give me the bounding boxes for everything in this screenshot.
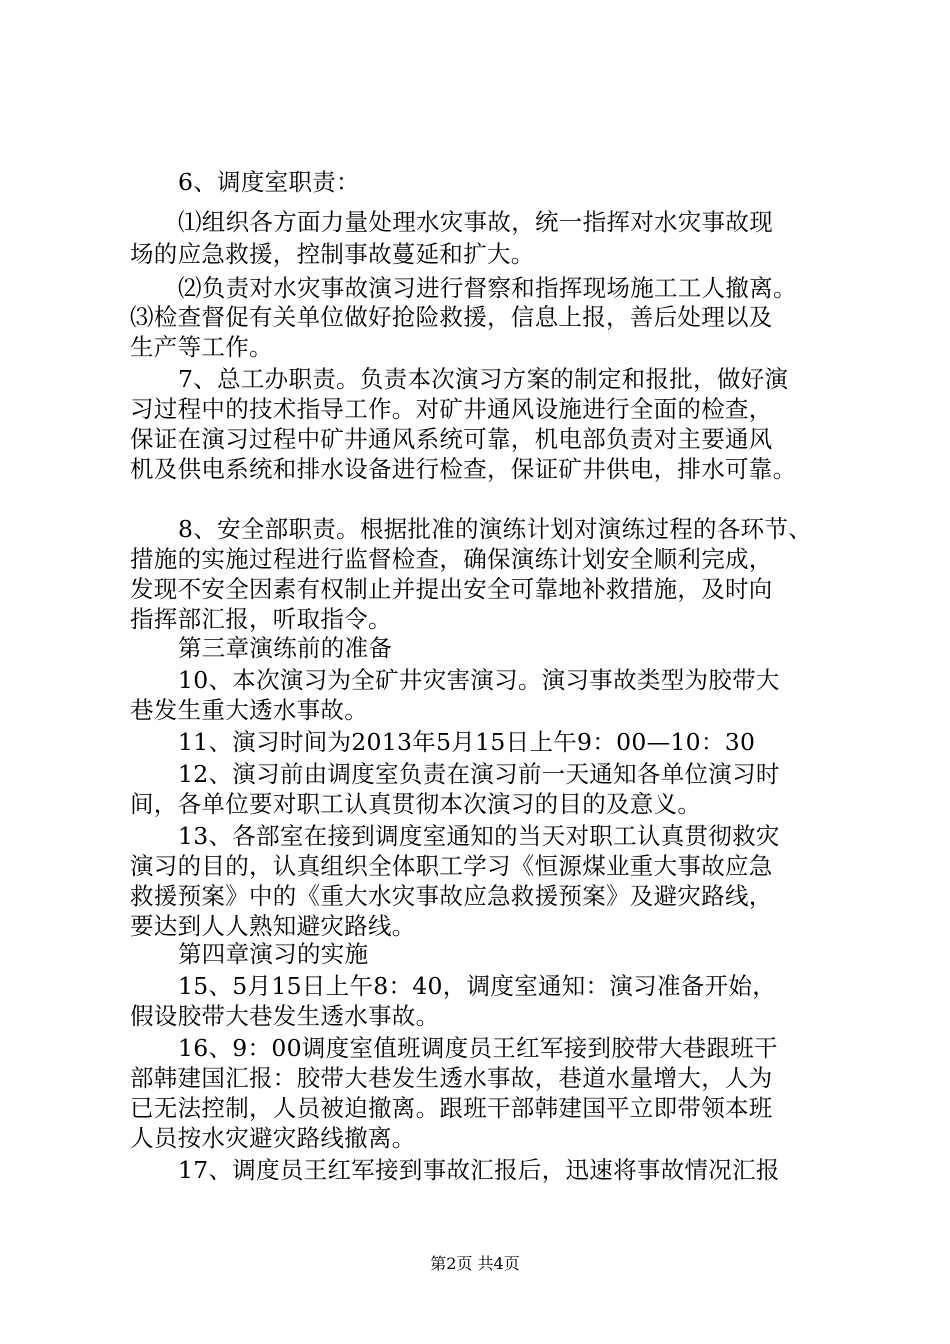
text-line: 16、9：00调度室值班调度员王红军接到胶带大巷跟班干 [178, 1034, 778, 1062]
text-line: 要达到人人熟知避灾路线。 [130, 912, 416, 940]
text-line: 间，各单位要对职工认真贯彻本次演习的目的及意义。 [130, 790, 702, 818]
text-line: ⑶检查督促有关单位做好抢险救援，信息上报，善后处理以及 [130, 303, 773, 331]
text-line: 保证在演习过程中矿井通风系统可靠，机电部负责对主要通风 [130, 425, 773, 453]
text-line: ⑴组织各方面力量处理水灾事故，统一指挥对水灾事故现 [178, 208, 773, 236]
text-line: 演习的目的，认真组织全体职工学习《恒源煤业重大事故应急 [130, 852, 773, 880]
text-line: 救援预案》中的《重大水灾事故应急救援预案》及避灾路线， [130, 882, 773, 910]
text-line: 15、5月15日上午8：40，调度室通知：演习准备开始， [178, 972, 777, 1000]
text-line: 指挥部汇报，听取指令。 [130, 605, 392, 633]
text-line: 12、演习前由调度室负责在演习前一天通知各单位演习时 [178, 760, 780, 788]
text-line: 发现不安全因素有权制止并提出安全可靠地补救措施，及时向 [130, 575, 773, 603]
text-line: 生产等工作。 [130, 333, 273, 361]
text-line: 场的应急救援，控制事故蔓延和扩大。 [130, 240, 535, 268]
text-line: 部韩建国汇报：胶带大巷发生透水事故，巷道水量增大，人为 [130, 1064, 773, 1092]
text-line: 习过程中的技术指导工作。对矿井通风设施进行全面的检查， [130, 395, 773, 423]
text-line: 11、演习时间为2013年5月15日上午9：00—10：30 [178, 728, 756, 756]
text-line: 13、各部室在接到调度室通知的当天对职工认真贯彻救灾 [178, 822, 780, 850]
text-line: 6、调度室职责： [178, 168, 360, 196]
text-line: ⑵负责对水灾事故演习进行督察和指挥现场施工工人撤离。 [178, 274, 797, 302]
text-line: 已无法控制，人员被迫撤离。跟班干部韩建国平立即带领本班 [130, 1094, 773, 1122]
text-line: 人员按水灾避灾路线撤离。 [130, 1124, 416, 1152]
text-line: 10、本次演习为全矿井灾害演习。演习事故类型为胶带大 [178, 666, 780, 694]
chapter-heading: 第三章演练前的准备 [178, 634, 393, 662]
text-line: 措施的实施过程进行监督检查，确保演练计划安全顺利完成， [130, 545, 773, 573]
page-number-footer: 第2页 共4页 [430, 1254, 520, 1273]
text-line: 假设胶带大巷发生透水事故。 [130, 1002, 440, 1030]
text-line: 17、调度员王红军接到事故汇报后，迅速将事故情况汇报 [178, 1156, 780, 1184]
chapter-heading: 第四章演习的实施 [178, 940, 369, 968]
text-line: 8、安全部职责。根据批准的演练计划对演练过程的各环节、 [178, 515, 813, 543]
text-line: 巷发生重大透水事故。 [130, 696, 368, 724]
text-line: 机及供电系统和排水设备进行检查，保证矿井供电，排水可靠。 [130, 455, 797, 483]
text-line: 7、总工办职责。负责本次演习方案的制定和报批，做好演 [178, 365, 789, 393]
